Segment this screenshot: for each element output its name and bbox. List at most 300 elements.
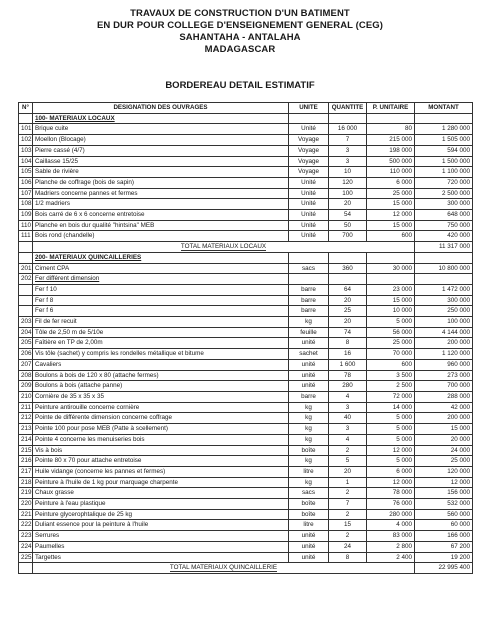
- amount: [415, 274, 473, 285]
- row-number: 104: [19, 156, 33, 167]
- row-number: 210: [19, 391, 33, 402]
- unit-price: 6 000: [367, 177, 415, 188]
- row-number: 202: [19, 274, 33, 285]
- quantity: 10: [329, 167, 367, 178]
- designation: Boulons à bois de 120 x 80 (attache fermes): [33, 370, 289, 381]
- row-number: 204: [19, 327, 33, 338]
- col-header-amount: MONTANT: [415, 103, 473, 114]
- table-row: [19, 295, 473, 306]
- row-number: 219: [19, 488, 33, 499]
- section-header-row: [19, 113, 473, 124]
- unit: boîte: [289, 509, 329, 520]
- quantity: 2: [329, 445, 367, 456]
- unit-price: 10 000: [367, 306, 415, 317]
- table-row: [19, 135, 473, 146]
- row-number: 105: [19, 167, 33, 178]
- unit: Unité: [289, 210, 329, 221]
- amount: 60 000: [415, 520, 473, 531]
- unit-price: 500 000: [367, 156, 415, 167]
- document-header: [0, 8, 480, 56]
- designation: Pointe 80 x 70 pour attache entretoise: [33, 456, 289, 467]
- quantity: 20: [329, 295, 367, 306]
- unit: feuille: [289, 327, 329, 338]
- table-row: [19, 552, 473, 563]
- table-row: [19, 349, 473, 360]
- amount: 20 000: [415, 434, 473, 445]
- unit: [289, 274, 329, 285]
- quantity: 2: [329, 531, 367, 542]
- amount: 42 000: [415, 402, 473, 413]
- designation: Pointe 4 concerne les menuiseries bois: [33, 434, 289, 445]
- designation: Cavaliers: [33, 359, 289, 370]
- designation: Planche en bois dur qualité "hintsina" MEB: [33, 220, 289, 231]
- quantity: 2: [329, 488, 367, 499]
- table-row: [19, 370, 473, 381]
- quantity: 1 600: [329, 359, 367, 370]
- unit: litre: [289, 520, 329, 531]
- quantity: 120: [329, 177, 367, 188]
- table-row: [19, 531, 473, 542]
- designation: Tôle de 2,50 m de 5/10e: [33, 327, 289, 338]
- designation: Peinture glycerophtalique de 25 kg: [33, 509, 289, 520]
- designation: Bois carré de 6 x 6 concerne entretoise: [33, 210, 289, 221]
- quantity: 7: [329, 135, 367, 146]
- unit-price: 15 000: [367, 220, 415, 231]
- unit: kg: [289, 413, 329, 424]
- row-number: [19, 252, 33, 263]
- amount: 300 000: [415, 295, 473, 306]
- designation: Paumelles: [33, 541, 289, 552]
- designation: Madriers concerne pannes et fermes: [33, 188, 289, 199]
- table-row: [19, 263, 473, 274]
- table-row: [19, 231, 473, 242]
- quantity: 24: [329, 541, 367, 552]
- unit: Voyage: [289, 156, 329, 167]
- quantity: 3: [329, 424, 367, 435]
- quantity: 3: [329, 156, 367, 167]
- table-body: [19, 113, 473, 573]
- title-line-2: EN DUR POUR COLLEGE D'ENSEIGNEMENT GENERAL (CEG): [96, 20, 384, 31]
- unit-price: 5 000: [367, 413, 415, 424]
- unit: kg: [289, 317, 329, 328]
- unit: Voyage: [289, 145, 329, 156]
- quantity: 7: [329, 499, 367, 510]
- table-row: [19, 210, 473, 221]
- unit-price: 5 000: [367, 317, 415, 328]
- designation: Sable de rivière: [33, 167, 289, 178]
- unit-price: 12 000: [367, 477, 415, 488]
- designation: Brique cuite: [33, 124, 289, 135]
- unit-price: 5 000: [367, 424, 415, 435]
- quantity: 8: [329, 338, 367, 349]
- row-number: 106: [19, 177, 33, 188]
- quantity: 3: [329, 145, 367, 156]
- row-number: 103: [19, 145, 33, 156]
- section-title: 100- MATERIAUX LOCAUX: [33, 113, 289, 124]
- unit: unité: [289, 370, 329, 381]
- unit: kg: [289, 402, 329, 413]
- quantity: 100: [329, 188, 367, 199]
- table-row: [19, 391, 473, 402]
- total-amount: 11 317 000: [415, 242, 473, 253]
- row-number: [19, 306, 33, 317]
- amount: 532 000: [415, 499, 473, 510]
- unit: barre: [289, 306, 329, 317]
- unit: boîte: [289, 499, 329, 510]
- estimate-table: [18, 102, 473, 574]
- unit-price: 30 000: [367, 263, 415, 274]
- unit-price: 280 000: [367, 509, 415, 520]
- amount: 25 000: [415, 456, 473, 467]
- section-header-row: [19, 252, 473, 263]
- cell-unit: [289, 113, 329, 124]
- cell-qty: [329, 252, 367, 263]
- quantity: 2: [329, 509, 367, 520]
- amount: 648 000: [415, 210, 473, 221]
- designation: Fil de fer recuit: [33, 317, 289, 328]
- col-header-num: N°: [19, 103, 33, 114]
- total-row: [19, 242, 473, 253]
- row-number: 213: [19, 424, 33, 435]
- total-row: [19, 563, 473, 574]
- quantity: 78: [329, 370, 367, 381]
- unit: Unité: [289, 220, 329, 231]
- designation: Fer f 6: [33, 306, 289, 317]
- title-line-1: TRAVAUX DE CONSTRUCTION D'UN BATIMENT: [130, 8, 350, 19]
- row-number: 205: [19, 338, 33, 349]
- unit: Unité: [289, 177, 329, 188]
- table-header-row: [19, 103, 473, 114]
- quantity: 15: [329, 520, 367, 531]
- unit: unité: [289, 381, 329, 392]
- amount: 4 144 000: [415, 327, 473, 338]
- unit: litre: [289, 466, 329, 477]
- unit-price: 83 000: [367, 531, 415, 542]
- table-row: [19, 220, 473, 231]
- unit: kg: [289, 434, 329, 445]
- amount: 960 000: [415, 359, 473, 370]
- row-number: 214: [19, 434, 33, 445]
- unit: sacs: [289, 488, 329, 499]
- designation: Vis tôle (sachet) y compris les rondelles métallique et bitume: [33, 349, 289, 360]
- unit: unité: [289, 552, 329, 563]
- table-row: [19, 145, 473, 156]
- unit-price: [367, 274, 415, 285]
- amount: 720 000: [415, 177, 473, 188]
- row-number: 208: [19, 370, 33, 381]
- amount: 67 200: [415, 541, 473, 552]
- table-row: [19, 402, 473, 413]
- cell-price: [367, 252, 415, 263]
- table-row: [19, 466, 473, 477]
- unit: Voyage: [289, 135, 329, 146]
- row-number: 217: [19, 466, 33, 477]
- unit-price: 3 500: [367, 370, 415, 381]
- unit-price: 78 000: [367, 488, 415, 499]
- unit-price: 600: [367, 359, 415, 370]
- amount: 273 000: [415, 370, 473, 381]
- row-number: 220: [19, 499, 33, 510]
- amount: 1 280 000: [415, 124, 473, 135]
- row-number: 216: [19, 456, 33, 467]
- total-label-text: TOTAL MATERIAUX LOCAUX: [180, 243, 267, 251]
- designation: Cornière de 35 x 35 x 35: [33, 391, 289, 402]
- unit-price: 15 000: [367, 295, 415, 306]
- amount: 250 000: [415, 306, 473, 317]
- unit-price: 72 000: [367, 391, 415, 402]
- table-row: [19, 124, 473, 135]
- designation: Huile vidange (concerne les pannes et fermes): [33, 466, 289, 477]
- row-number: 218: [19, 477, 33, 488]
- designation: Faîtière en TP de 2,00m: [33, 338, 289, 349]
- unit-price: 110 000: [367, 167, 415, 178]
- table-row: [19, 327, 473, 338]
- amount: 1 472 000: [415, 284, 473, 295]
- title-line-4: MADAGASCAR: [204, 44, 276, 55]
- quantity: 20: [329, 317, 367, 328]
- col-header-designation: DESIGNATION DES OUVRAGES: [33, 103, 289, 114]
- amount: 166 000: [415, 531, 473, 542]
- unit-price: 4 000: [367, 520, 415, 531]
- designation: Chaux grasse: [33, 488, 289, 499]
- unit: Unité: [289, 231, 329, 242]
- unit: kg: [289, 456, 329, 467]
- designation: Boulons à bois (attache panne): [33, 381, 289, 392]
- table-row: [19, 359, 473, 370]
- unit: unité: [289, 359, 329, 370]
- unit: Voyage: [289, 167, 329, 178]
- amount: 1 505 000: [415, 135, 473, 146]
- unit-price: 23 000: [367, 284, 415, 295]
- table-row: [19, 424, 473, 435]
- unit-price: 2 400: [367, 552, 415, 563]
- quantity: 16: [329, 349, 367, 360]
- unit-price: 76 000: [367, 499, 415, 510]
- designation: Bois rond (chandelle): [33, 231, 289, 242]
- row-number: 224: [19, 541, 33, 552]
- cell-unit: [289, 252, 329, 263]
- unit: barre: [289, 295, 329, 306]
- total-label: [33, 563, 415, 574]
- row-number: [19, 113, 33, 124]
- table-row: [19, 520, 473, 531]
- row-number: 223: [19, 531, 33, 542]
- col-header-unit: UNITE: [289, 103, 329, 114]
- designation: Duliant essence pour la peinture à l'huile: [33, 520, 289, 531]
- row-number: 221: [19, 509, 33, 520]
- table-row: [19, 167, 473, 178]
- designation: Planche de coffrage (bois de sapin): [33, 177, 289, 188]
- amount: 560 000: [415, 509, 473, 520]
- unit: barre: [289, 391, 329, 402]
- quantity: 20: [329, 466, 367, 477]
- document-subtitle: BORDEREAU DETAIL ESTIMATIF: [165, 80, 315, 91]
- row-number: 212: [19, 413, 33, 424]
- row-number: 222: [19, 520, 33, 531]
- unit-price: 12 000: [367, 445, 415, 456]
- row-number: 110: [19, 220, 33, 231]
- quantity: 50: [329, 220, 367, 231]
- row-number: 107: [19, 188, 33, 199]
- amount: 200 000: [415, 413, 473, 424]
- designation: Fer f 10: [33, 284, 289, 295]
- table-row: [19, 199, 473, 210]
- designation: Caillasse 15/25: [33, 156, 289, 167]
- table-row: [19, 434, 473, 445]
- unit: kg: [289, 424, 329, 435]
- unit-price: 14 000: [367, 402, 415, 413]
- amount: 24 000: [415, 445, 473, 456]
- designation: Ciment CPA: [33, 263, 289, 274]
- row-number: 109: [19, 210, 33, 221]
- amount: 594 000: [415, 145, 473, 156]
- amount: 2 500 000: [415, 188, 473, 199]
- designation: Peinture antirouille concerne cornière: [33, 402, 289, 413]
- amount: 200 000: [415, 338, 473, 349]
- row-number: 108: [19, 199, 33, 210]
- quantity: 360: [329, 263, 367, 274]
- designation: 1/2 madriers: [33, 199, 289, 210]
- unit-price: 215 000: [367, 135, 415, 146]
- row-number: 102: [19, 135, 33, 146]
- amount: 156 000: [415, 488, 473, 499]
- amount: 420 000: [415, 231, 473, 242]
- total-label-text: TOTAL MATERIAUX QUINCAILLERIE: [169, 564, 278, 572]
- table-row: [19, 509, 473, 520]
- row-number: 201: [19, 263, 33, 274]
- designation: Vis à bois: [33, 445, 289, 456]
- quantity: 4: [329, 391, 367, 402]
- unit-price: 600: [367, 231, 415, 242]
- unit: barre: [289, 284, 329, 295]
- table-row: [19, 413, 473, 424]
- unit: unité: [289, 531, 329, 542]
- unit: kg: [289, 477, 329, 488]
- unit: sachet: [289, 349, 329, 360]
- unit-price: 198 000: [367, 145, 415, 156]
- row-number: [19, 563, 33, 574]
- quantity: 25: [329, 306, 367, 317]
- unit-price: 12 000: [367, 210, 415, 221]
- title-line-3: SAHANTAHA - ANTALAHA: [179, 32, 301, 43]
- table-row: [19, 477, 473, 488]
- quantity: 74: [329, 327, 367, 338]
- quantity: 20: [329, 199, 367, 210]
- quantity: 3: [329, 402, 367, 413]
- table-row: [19, 445, 473, 456]
- unit: boîte: [289, 445, 329, 456]
- unit-price: 2 500: [367, 381, 415, 392]
- unit-price: 25 000: [367, 188, 415, 199]
- quantity: 40: [329, 413, 367, 424]
- unit-price: 6 000: [367, 466, 415, 477]
- table-row: [19, 499, 473, 510]
- row-number: [19, 295, 33, 306]
- unit: Unité: [289, 188, 329, 199]
- amount: 300 000: [415, 199, 473, 210]
- table-row: [19, 306, 473, 317]
- unit: sacs: [289, 263, 329, 274]
- total-label: [33, 242, 415, 253]
- row-number: 111: [19, 231, 33, 242]
- quantity: 64: [329, 284, 367, 295]
- amount: 1 120 000: [415, 349, 473, 360]
- table-row: [19, 284, 473, 295]
- quantity: 54: [329, 210, 367, 221]
- amount: 10 800 000: [415, 263, 473, 274]
- unit-price: 2 800: [367, 541, 415, 552]
- table-row: [19, 541, 473, 552]
- designation: Targettes: [33, 552, 289, 563]
- amount: 19 200: [415, 552, 473, 563]
- unit-price: 80: [367, 124, 415, 135]
- section-title: 200- MATERIAUX QUINCAILLERIES: [33, 252, 289, 263]
- designation: Serrures: [33, 531, 289, 542]
- row-number: 207: [19, 359, 33, 370]
- row-number: 203: [19, 317, 33, 328]
- amount: 120 000: [415, 466, 473, 477]
- row-number: 209: [19, 381, 33, 392]
- table-row: [19, 156, 473, 167]
- cell-qty: [329, 113, 367, 124]
- quantity: 700: [329, 231, 367, 242]
- row-number: 206: [19, 349, 33, 360]
- cell-amount: [415, 252, 473, 263]
- row-number: 215: [19, 445, 33, 456]
- quantity: 5: [329, 456, 367, 467]
- total-amount: 22 995 400: [415, 563, 473, 574]
- table-row: [19, 381, 473, 392]
- table-row: [19, 274, 473, 285]
- quantity: 8: [329, 552, 367, 563]
- amount: 1 500 000: [415, 156, 473, 167]
- table-row: [19, 317, 473, 328]
- amount: 1 100 000: [415, 167, 473, 178]
- designation: Moellon (Blocage): [33, 135, 289, 146]
- col-header-price: P. UNITAIRE: [367, 103, 415, 114]
- designation: Fer f 8: [33, 295, 289, 306]
- unit-price: 15 000: [367, 199, 415, 210]
- designation: Pierre cassé (4/7): [33, 145, 289, 156]
- unit-price: 5 000: [367, 456, 415, 467]
- quantity: 280: [329, 381, 367, 392]
- row-number: 101: [19, 124, 33, 135]
- table-row: [19, 338, 473, 349]
- amount: 12 000: [415, 477, 473, 488]
- quantity: 1: [329, 477, 367, 488]
- designation: Pointe de différente dimension concerne coffrage: [33, 413, 289, 424]
- amount: 15 000: [415, 424, 473, 435]
- quantity: 4: [329, 434, 367, 445]
- quantity: 16 000: [329, 124, 367, 135]
- unit-price: 5 000: [367, 434, 415, 445]
- unit: unité: [289, 338, 329, 349]
- table-row: [19, 177, 473, 188]
- row-number: 225: [19, 552, 33, 563]
- designation: Fer différent dimension: [33, 274, 289, 285]
- unit-price: 25 000: [367, 338, 415, 349]
- row-number: [19, 242, 33, 253]
- unit: Unité: [289, 124, 329, 135]
- quantity: [329, 274, 367, 285]
- row-number: [19, 284, 33, 295]
- table-row: [19, 488, 473, 499]
- unit-price: 56 000: [367, 327, 415, 338]
- amount: 100 000: [415, 317, 473, 328]
- table-row: [19, 456, 473, 467]
- table-row: [19, 188, 473, 199]
- designation: Pointe 100 pour pose MEB (Patte à scellement): [33, 424, 289, 435]
